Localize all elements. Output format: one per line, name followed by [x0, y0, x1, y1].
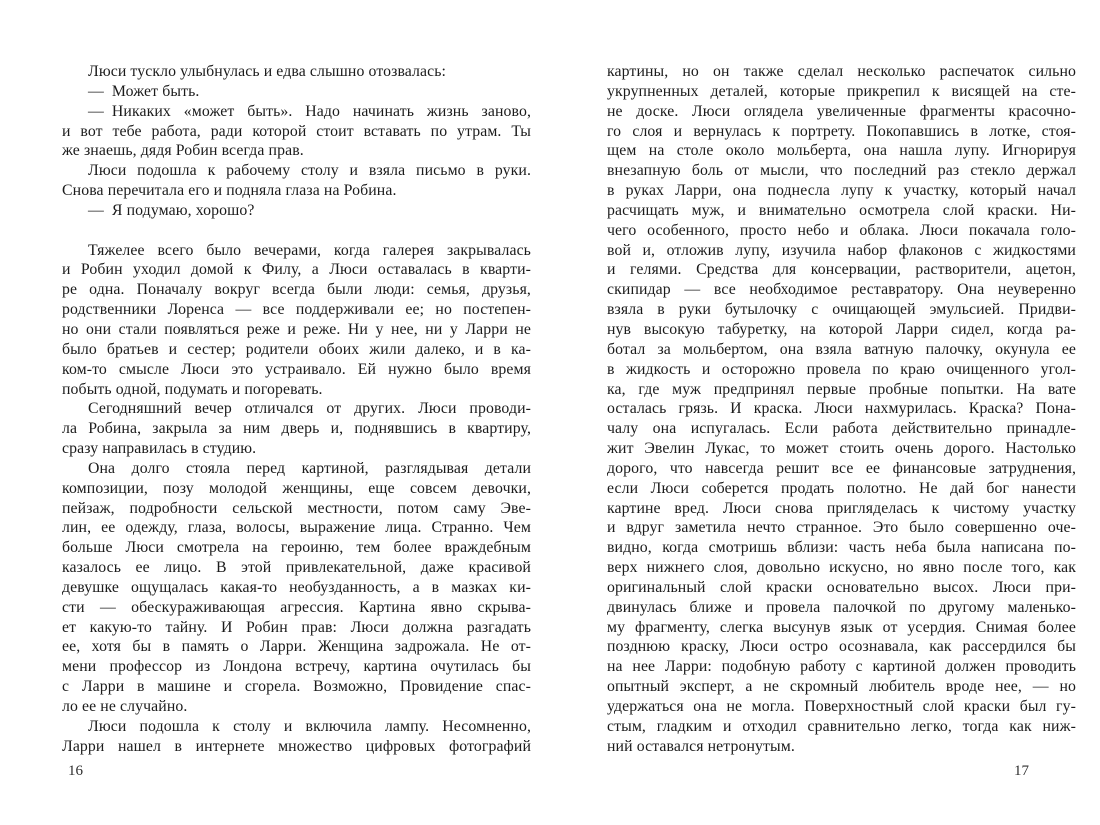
text-line: Люси тускло улыбнулась и едва слышно отозвалась:: [88, 63, 447, 80]
text-line: не доске. Люси оглядела увеличенные фрагменты красочно-: [607, 102, 1076, 120]
text-line: родственники Лоренса — все поддерживали ее; но постепен-: [62, 301, 531, 319]
text-line: ла Робина, закрыла за ним дверь и, поднявшись в квартиру,: [62, 420, 531, 438]
text-line: расчищать муж, и внимательно осмотрела слой краски. Ни-: [607, 201, 1076, 219]
text-line: удержаться она не могла. Поверхностный слой краски был гу-: [607, 698, 1076, 715]
paragraph: [62, 82, 531, 102]
page-number-right: 17: [1014, 763, 1029, 779]
text-line: взяла в руки бутылочку с очищающей эмульсией. Придви-: [607, 301, 1076, 319]
text-line: с Ларри в машине и сгорела. Возможно, Провидение спас-: [62, 678, 531, 696]
text-line: чалу она испугалась. Если работа действительно принадле-: [607, 420, 1076, 438]
text-line: Она долго стояла перед картиной, разглядывая детали: [88, 459, 531, 477]
text-line: — Я подумаю, хорошо?: [88, 201, 255, 219]
text-line: ботал за мольбертом, она взяла ватную палочку, окунула ее: [607, 340, 1076, 358]
text-line: и вдруг заметила нечто странное. Это было совершенно оче-: [607, 519, 1076, 537]
text-line: лин, ее одежду, глаза, волосы, выражение лица. Странно. Чем: [62, 519, 531, 537]
text-line: композиции, позу молодой женщины, еще совсем девочки,: [62, 479, 531, 497]
text-line: щем на столе около мольберта, она нашла лупу. Игнорируя: [607, 142, 1076, 160]
text-line: же знаешь, дядя Робин всегда прав.: [62, 142, 304, 160]
text-line: в жидкость и осторожно провела по краю очищенного угол-: [607, 360, 1076, 378]
text-line: — Никаких «может быть». Надо начинать жизнь заново,: [88, 102, 531, 120]
text-line: двинулась ближе и провела палочкой по другому маленько-: [607, 598, 1076, 616]
text-line: Люси подошла к столу и включила лампу. Несомненно,: [88, 717, 531, 735]
text-line: дорого, что навсегда решит все ее финансовые затруднения,: [607, 459, 1076, 477]
page-right: [607, 62, 1076, 757]
text-line: казалось ее лицо. В этой привлекательной, даже красивой: [62, 559, 531, 577]
text-line: — Может быть.: [88, 82, 200, 100]
text-line: опытный эксперт, а не скромный любитель вроде нее, — но: [607, 678, 1076, 696]
text-line: картине вред. Люси снова пригляделась к чистому участку: [607, 499, 1076, 517]
text-line: Люси подошла к рабочему столу и взяла письмо в руки.: [88, 162, 531, 180]
text-line: жит Эвелин Лукас, то может стоить очень дорого. Настолько: [607, 440, 1076, 458]
text-line: нув высокую табуретку, на которой Ларри сидел, когда ра-: [607, 320, 1076, 338]
text-line: но они стали появляться реже и реже. Ни у нее, ни у Ларри не: [62, 320, 531, 338]
text-line: му фрагменту, слегка высунув язык от усердия. Снимая более: [607, 618, 1076, 636]
paragraph: [62, 241, 531, 400]
text-line: вой и, отложив лупу, изучила набор флаконов с жидкостями: [607, 241, 1076, 259]
text-line: ее, хотя бы в память о Ларри. Женщина задрожала. Не от-: [62, 638, 531, 656]
paragraph: [607, 62, 1076, 757]
text-line: ло ее не случайно.: [62, 698, 188, 715]
text-line: ний оставался нетронутым.: [607, 737, 795, 755]
text-line: го слоя и вернулась к портрету. Покопавшись в лотке, стоя-: [607, 122, 1076, 140]
text-line: скипидар — все необходимое реставратору. Она неуверенно: [607, 281, 1076, 299]
paragraph: [62, 62, 531, 82]
text-line: сти — обескураживающая агрессия. Картина явно скрыва-: [62, 598, 531, 616]
text-line: и вот тебе работа, ради которой стоит вставать по утрам. Ты: [62, 122, 531, 140]
text-line: Снова перечитала его и подняла глаза на Робина.: [62, 182, 397, 200]
text-line: побыть одной, подумать и погоревать.: [62, 380, 323, 398]
text-line: чего особенного, просто небо и облака. Люси покачала голо-: [607, 221, 1076, 239]
text-line: ка, где муж предпринял первые пробные попытки. На вате: [607, 380, 1076, 398]
text-line: Ларри нашел в интернете множество цифровых фотографий: [62, 737, 531, 755]
text-line: и Робин уходил домой к Филу, а Люси оставалась в кварти-: [62, 261, 531, 279]
text-line: ком-то смысле Люси это устраивало. Ей нужно было время: [62, 360, 531, 378]
text-line: Тяжелее всего было вечерами, когда галерея закрывалась: [88, 241, 531, 259]
text-line: в руках Ларри, она поднесла лупу к участку, который начал: [607, 182, 1076, 200]
text-line: больше Люси смотрела на героиню, тем более враждебным: [62, 539, 531, 557]
text-line: и гелями. Средства для консервации, растворители, ацетон,: [607, 261, 1076, 279]
paragraph: [62, 717, 531, 757]
text-line: осталась грязь. И краска. Люси нахмурилась. Краска? Пона-: [607, 400, 1076, 418]
paragraph: [62, 161, 531, 201]
text-line: укрупненных деталей, которые прикрепил к висящей на сте-: [607, 82, 1076, 100]
text-line: внезапную боль от мысли, что последний раз стекло держал: [607, 162, 1076, 180]
text-line: Сегодняшний вечер отличался от других. Люси проводи-: [88, 400, 531, 418]
text-line: верх нижнего слоя, довольно искусно, но явно после того, как: [607, 559, 1076, 577]
paragraph: [62, 399, 531, 459]
text-line: ет какую-то тайну. И Робин прав: Люси должна разгадать: [62, 618, 531, 636]
text-line: стым, гладким и отходил сравнительно легко, тогда как ниж-: [607, 717, 1076, 735]
paragraph: [62, 459, 531, 717]
text-line: мени профессор из Лондона встречу, картина очутилась бы: [62, 658, 531, 676]
text-line: было братьев и сестер; родители обоих жили далеко, и в ка-: [62, 340, 531, 358]
text-line: девушке ощущалась какая-то необузданность, а в мазках ки-: [62, 578, 531, 596]
text-line: пейзаж, подробности сельской местности, потом саму Эве-: [62, 499, 531, 517]
text-line: картины, но он также сделал несколько распечаток сильно: [607, 63, 1076, 80]
page-number-left: 16: [68, 763, 83, 779]
text-line: видно, когда смотришь вблизи: часть неба была написана по-: [607, 539, 1076, 557]
text-line: сразу направилась в студию.: [62, 440, 257, 458]
text-line: ре одна. Поначалу вокруг всегда были люди: семья, друзья,: [62, 281, 531, 299]
paragraph: [62, 201, 531, 221]
page-left: [62, 62, 531, 757]
text-line: если Люси соберется продать полотно. Не дай бог нанести: [607, 479, 1076, 497]
paragraph: [62, 102, 531, 162]
text-line: на нее Ларри: подобную работу с картиной должен проводить: [607, 658, 1076, 676]
text-line: оригинальный слой краски основательно высох. Люси при-: [607, 578, 1076, 596]
text-line: позднюю краску, Люси остро осознавала, как рассердился бы: [607, 638, 1076, 656]
